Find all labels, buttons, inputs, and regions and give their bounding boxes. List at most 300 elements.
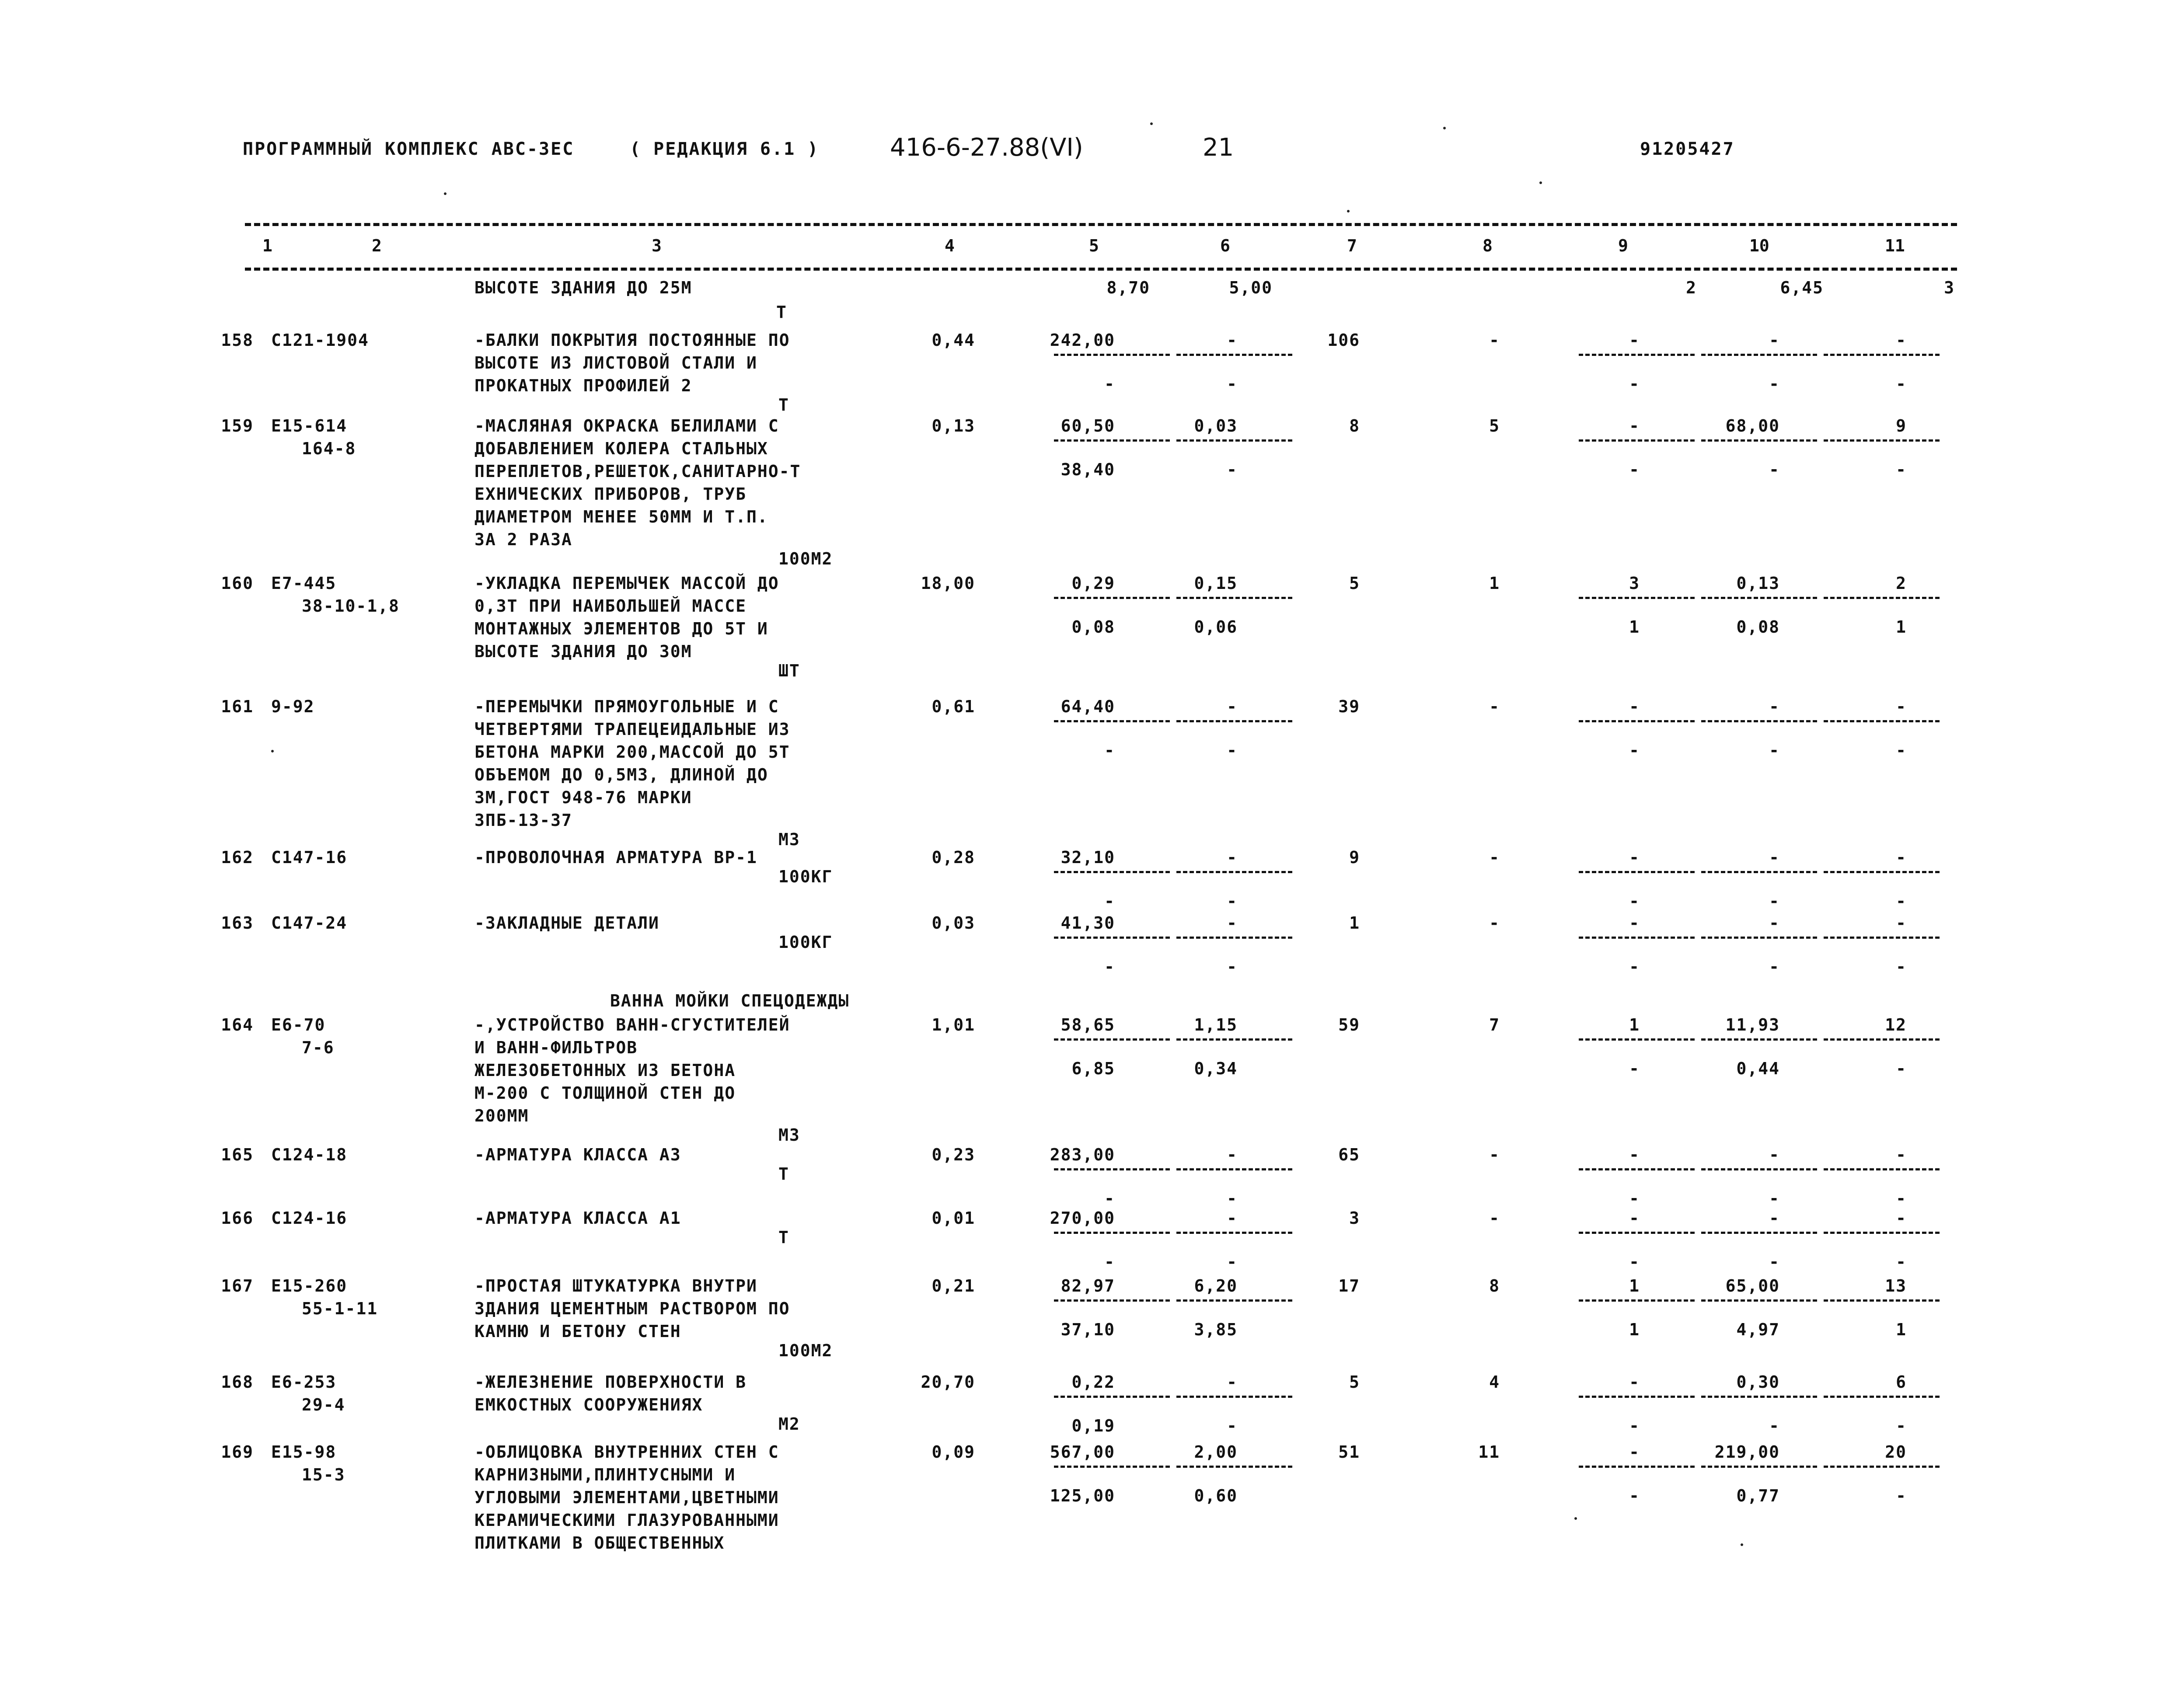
value-c11b: - [1896,1416,1907,1435]
value-c6: 6,20 [1194,1276,1238,1295]
separator-col9 [1579,1168,1695,1170]
separator-col6 [1176,439,1292,442]
value-c9b: 1 [1629,617,1640,637]
value-c6b: - [1227,1416,1238,1435]
value-c8: - [1489,697,1500,716]
norm-code: 15-3 [302,1465,345,1484]
page-number: 21 [1203,133,1234,162]
separator-col10 [1701,354,1817,356]
norm-code: Е15-98 [271,1442,337,1462]
separator-col6 [1176,1396,1292,1398]
description-prefix: ВАННА МОЙКИ СПЕЦОДЕЖДЫ [610,991,850,1010]
norm-code: 9-92 [271,697,315,716]
value-c5b: - [1104,374,1115,394]
value-c8: - [1489,913,1500,933]
value-c9: - [1629,1208,1640,1228]
unit-of-measure: 100КГ [778,867,833,886]
row-number: 159 [221,416,254,435]
value-c8: 7 [1489,1015,1500,1034]
separator-col5 [1054,1232,1170,1234]
separator-col10 [1701,1299,1817,1302]
value-c8: 11 [1478,1442,1500,1462]
value-c6: - [1227,1208,1238,1228]
value-c5: 41,30 [1061,913,1115,933]
value-c5b: - [1104,892,1115,911]
description-line: ЧЕТВЕРТЯМИ ТРАПЕЦЕИДАЛЬНЫЕ ИЗ [474,720,790,739]
col-num-11: 11 [1885,236,1905,255]
separator-col6 [1176,1299,1292,1302]
description-line: ВЫСОТЕ ИЗ ЛИСТОВОЙ СТАЛИ И [474,353,757,373]
separator-col9 [1579,1038,1695,1041]
scan-speck [1574,1517,1577,1520]
value-c11: 9 [1896,416,1907,435]
norm-code: 164-8 [302,439,356,458]
value-c10: - [1769,1208,1780,1228]
value-c10: - [1769,1145,1780,1164]
norm-code: 7-6 [302,1038,335,1057]
value-c5: 32,10 [1061,848,1115,867]
value-c10b: - [1769,460,1780,479]
col-num-2: 2 [372,236,382,255]
value-c6: 1,15 [1194,1015,1238,1034]
value-c5: 242,00 [1050,331,1115,350]
edition: ( РЕДАКЦИЯ 6.1 ) [630,139,820,159]
program-name: ПРОГРАММНЫЙ КОМПЛЕКС АВС-3ЕС [243,139,575,159]
value-c7: 8 [1349,416,1360,435]
value-c11: 20 [1885,1442,1907,1462]
value-c6b: 0,06 [1194,617,1238,637]
value-c11: - [1896,913,1907,933]
value-c4: 0,44 [932,331,975,350]
description-line: -ЗАКЛАДНЫЕ ДЕТАЛИ [474,913,659,933]
header-rule-top [245,223,1957,226]
col-num-9: 9 [1618,236,1628,255]
value-c10: 0,30 [1736,1372,1780,1392]
description-line: 0,3Т ПРИ НАИБОЛЬШЕЙ МАССЕ [474,596,747,616]
norm-code: С121-1904 [271,331,369,350]
description-line: ПЛИТКАМИ В ОБЩЕСТВЕННЫХ [474,1533,725,1553]
separator-col5 [1054,439,1170,442]
separator-col10 [1701,937,1817,939]
row-number: 158 [221,331,254,350]
unit-of-measure: 100КГ [778,933,833,952]
value-c5: 567,00 [1050,1442,1115,1462]
value-c11: 6 [1896,1372,1907,1392]
value-c6b: - [1227,1252,1238,1271]
row-number: 164 [221,1015,254,1034]
value-c9: - [1629,331,1640,350]
description-line: МОНТАЖНЫХ ЭЛЕМЕНТОВ ДО 5Т И [474,619,768,638]
value-c9: 1 [1629,1015,1640,1034]
description-line: БЕТОНА МАРКИ 200,МАССОЙ ДО 5Т [474,742,790,762]
separator-col5 [1054,937,1170,939]
separator-col9 [1579,1396,1695,1398]
norm-code: Е6-70 [271,1015,326,1034]
value-c5: 60,50 [1061,416,1115,435]
norm-code: С147-16 [271,848,348,867]
separator-col10 [1701,1038,1817,1041]
separator-col5 [1054,1466,1170,1468]
top-row-description: ВЫСОТЕ ЗДАНИЯ ДО 25М [474,278,692,297]
description-line: УГЛОВЫМИ ЭЛЕМЕНТАМИ,ЦВЕТНЫМИ [474,1488,779,1507]
norm-code: С124-18 [271,1145,348,1164]
separator-col11 [1824,720,1940,722]
value-c11: - [1896,331,1907,350]
col-num-1: 1 [262,236,272,255]
description-line: КАРНИЗНЫМИ,ПЛИНТУСНЫМИ И [474,1465,736,1484]
separator-col6 [1176,1466,1292,1468]
value-c9: 1 [1629,1276,1640,1295]
value-c6: - [1227,913,1238,933]
value-c11: 12 [1885,1015,1907,1034]
value-c9: - [1629,913,1640,933]
value-c6: - [1227,1372,1238,1392]
value-c11b: - [1896,1059,1907,1078]
separator-col6 [1176,1168,1292,1170]
description-line: И ВАНН-ФИЛЬТРОВ [474,1038,638,1057]
value-c5: 0,29 [1071,574,1115,593]
separator-col11 [1824,1396,1940,1398]
separator-col6 [1176,1038,1292,1041]
separator-col9 [1579,1232,1695,1234]
value-c6: 0,03 [1194,416,1238,435]
separator-col10 [1701,1466,1817,1468]
separator-col9 [1579,597,1695,599]
value-c9b: - [1629,460,1640,479]
separator-col11 [1824,1466,1940,1468]
value-c11b: - [1896,892,1907,911]
value-c4: 0,21 [932,1276,975,1295]
value-c9b: - [1629,1189,1640,1208]
description-line: ОБЪЕМОМ ДО 0,5М3, ДЛИНОЙ ДО [474,765,768,784]
value-c5b: - [1104,741,1115,760]
doc-number: 91205427 [1640,139,1735,159]
value-c10: - [1769,331,1780,350]
value-c11b: 1 [1896,1320,1907,1339]
value-c11b: - [1896,741,1907,760]
row-number: 161 [221,697,254,716]
value-c6b: - [1227,957,1238,976]
value-c7: 39 [1338,697,1360,716]
value-c7: 59 [1338,1015,1360,1034]
norm-code: 38-10-1,8 [302,596,400,616]
col-num-7: 7 [1347,236,1357,255]
value-c5b: 125,00 [1050,1486,1115,1505]
description-line: 3ПБ-13-37 [474,811,572,830]
separator-col10 [1701,439,1817,442]
separator-col5 [1054,1299,1170,1302]
description-line: -ПРОСТАЯ ШТУКАТУРКА ВНУТРИ [474,1276,757,1295]
description-line: -ПРОВОЛОЧНАЯ АРМАТУРА ВР-1 [474,848,757,867]
value-c10: 68,00 [1725,416,1780,435]
value-c5b: - [1104,1252,1115,1271]
separator-col5 [1054,1168,1170,1170]
value-c10: 219,00 [1714,1442,1780,1462]
value-c8: 1 [1489,574,1500,593]
value-c9: 3 [1629,574,1640,593]
value-c9: - [1629,848,1640,867]
value-c4: 0,23 [932,1145,975,1164]
separator-col10 [1701,1168,1817,1170]
description-line: ЕХНИЧЕСКИХ ПРИБОРОВ, ТРУБ [474,484,747,504]
value-c4: 0,01 [932,1208,975,1228]
value-c9b: - [1629,374,1640,394]
value-c6: - [1227,1145,1238,1164]
value-c6b: - [1227,1189,1238,1208]
description-line: ЖЕЛЕЗОБЕТОННЫХ ИЗ БЕТОНА [474,1061,736,1080]
scan-speck [1443,127,1446,129]
value-c5b: - [1104,957,1115,976]
top-row-unit: Т [776,303,787,322]
value-c4: 1,01 [932,1015,975,1034]
unit-of-measure: Т [778,1164,789,1184]
value-c4: 20,70 [921,1372,975,1392]
value-c8: - [1489,1145,1500,1164]
value-c4: 0,13 [932,416,975,435]
separator-col11 [1824,597,1940,599]
column-number-row [245,236,1957,258]
top-row-col5: 8,70 [1106,278,1150,297]
separator-col10 [1701,871,1817,873]
value-c4: 0,09 [932,1442,975,1462]
separator-col6 [1176,597,1292,599]
value-c9b: - [1629,1486,1640,1505]
separator-col5 [1054,597,1170,599]
separator-col9 [1579,1466,1695,1468]
separator-col6 [1176,720,1292,722]
separator-col9 [1579,937,1695,939]
description-line: 200ММ [474,1106,529,1125]
col-num-10: 10 [1749,236,1769,255]
value-c6: 0,15 [1194,574,1238,593]
top-row-col6: 5,00 [1229,278,1273,297]
doc-code: 416-6-27.88(VI) [890,133,1083,162]
top-row-col11: 3 [1944,278,1955,297]
description-line: КАМНЮ И БЕТОНУ СТЕН [474,1322,681,1341]
separator-col11 [1824,439,1940,442]
unit-of-measure: М2 [778,1414,800,1434]
separator-col11 [1824,1168,1940,1170]
col-num-8: 8 [1483,236,1493,255]
description-line: ВЫСОТЕ ЗДАНИЯ ДО 30М [474,642,692,661]
separator-col11 [1824,937,1940,939]
value-c7: 65 [1338,1145,1360,1164]
value-c5: 0,22 [1071,1372,1115,1392]
top-row-col10: 6,45 [1780,278,1824,297]
value-c6b: 0,60 [1194,1486,1238,1505]
value-c8: - [1489,331,1500,350]
separator-col6 [1176,871,1292,873]
value-c5b: - [1104,1189,1115,1208]
value-c5: 64,40 [1061,697,1115,716]
value-c6: - [1227,848,1238,867]
description-line: ЕМКОСТНЫХ СООРУЖЕНИЯХ [474,1395,703,1414]
description-line: ДОБАВЛЕНИЕМ КОЛЕРА СТАЛЬНЫХ [474,439,768,458]
value-c5: 82,97 [1061,1276,1115,1295]
value-c8: 4 [1489,1372,1500,1392]
value-c10: 11,93 [1725,1015,1780,1034]
row-number: 162 [221,848,254,867]
description-line: -МАСЛЯНАЯ ОКРАСКА БЕЛИЛАМИ С [474,416,779,435]
value-c8: - [1489,1208,1500,1228]
separator-col6 [1176,1232,1292,1234]
value-c10b: 4,97 [1736,1320,1780,1339]
value-c10: - [1769,913,1780,933]
value-c10: - [1769,697,1780,716]
row-number: 163 [221,913,254,933]
unit-of-measure: М3 [778,1125,800,1145]
value-c9b: - [1629,1252,1640,1271]
description-line: ЗА 2 РАЗА [474,530,572,549]
separator-col9 [1579,439,1695,442]
separator-col11 [1824,1038,1940,1041]
value-c9: - [1629,1442,1640,1462]
col-num-6: 6 [1220,236,1230,255]
value-c8: 8 [1489,1276,1500,1295]
value-c11: 2 [1896,574,1907,593]
description-line: ПЕРЕПЛЕТОВ,РЕШЕТОК,САНИТАРНО-Т [474,462,801,481]
value-c11: 13 [1885,1276,1907,1295]
separator-col11 [1824,354,1940,356]
value-c4: 0,03 [932,913,975,933]
value-c10b: - [1769,1189,1780,1208]
separator-col10 [1701,720,1817,722]
separator-col10 [1701,1232,1817,1234]
row-number: 166 [221,1208,254,1228]
row-number: 167 [221,1276,254,1295]
value-c4: 0,61 [932,697,975,716]
value-c5b: 6,85 [1071,1059,1115,1078]
description-line: ДИАМЕТРОМ МЕНЕЕ 50ММ И Т.П. [474,507,768,526]
value-c11: - [1896,1208,1907,1228]
description-line: КЕРАМИЧЕСКИМИ ГЛАЗУРОВАННЫМИ [474,1511,779,1530]
value-c4: 0,28 [932,848,975,867]
value-c9: - [1629,1372,1640,1392]
value-c10b: 0,44 [1736,1059,1780,1078]
scan-speck [1539,181,1542,184]
norm-code: Е15-614 [271,416,348,435]
scan-speck [444,192,447,195]
value-c6: 2,00 [1194,1442,1238,1462]
scan-speck [271,750,274,752]
row-number: 168 [221,1372,254,1392]
value-c10: 0,13 [1736,574,1780,593]
description-line: -ОБЛИЦОВКА ВНУТРЕННИХ СТЕН С [474,1442,779,1462]
value-c11: - [1896,697,1907,716]
value-c6b: 0,34 [1194,1059,1238,1078]
header-rule-bottom [245,268,1957,271]
value-c10b: - [1769,892,1780,911]
value-c10b: - [1769,374,1780,394]
row-number: 160 [221,574,254,593]
value-c7: 5 [1349,574,1360,593]
separator-col5 [1054,1396,1170,1398]
separator-col6 [1176,354,1292,356]
scan-speck [1741,1543,1743,1546]
value-c7: 51 [1338,1442,1360,1462]
value-c6: - [1227,331,1238,350]
norm-code: Е15-260 [271,1276,348,1295]
value-c9b: - [1629,957,1640,976]
description-line: -БАЛКИ ПОКРЫТИЯ ПОСТОЯННЫЕ ПО [474,331,790,350]
separator-col10 [1701,1396,1817,1398]
separator-col5 [1054,354,1170,356]
col-num-3: 3 [652,236,662,255]
value-c10b: - [1769,741,1780,760]
value-c5: 270,00 [1050,1208,1115,1228]
value-c9b: - [1629,741,1640,760]
value-c6b: - [1227,460,1238,479]
unit-of-measure: 100М2 [778,549,833,568]
value-c11: - [1896,848,1907,867]
value-c11: - [1896,1145,1907,1164]
value-c6b: - [1227,892,1238,911]
value-c9b: 1 [1629,1320,1640,1339]
norm-code: С124-16 [271,1208,348,1228]
norm-code: Е7-445 [271,574,337,593]
value-c10b: - [1769,957,1780,976]
separator-col10 [1701,597,1817,599]
separator-col11 [1824,1299,1940,1302]
value-c10: 65,00 [1725,1276,1780,1295]
description-line: -ПЕРЕМЫЧКИ ПРЯМОУГОЛЬНЫЕ И С [474,697,779,716]
value-c11b: - [1896,1486,1907,1505]
value-c9b: - [1629,1059,1640,1078]
separator-col5 [1054,720,1170,722]
value-c6b: 3,85 [1194,1320,1238,1339]
description-line: -УКЛАДКА ПЕРЕМЫЧЕК МАССОЙ ДО [474,574,779,593]
value-c10b: - [1769,1416,1780,1435]
description-line: 3М,ГОСТ 948-76 МАРКИ [474,788,692,807]
norm-code: 29-4 [302,1395,345,1414]
value-c6b: - [1227,374,1238,394]
value-c7: 1 [1349,913,1360,933]
description-line: -АРМАТУРА КЛАССА А1 [474,1208,681,1228]
value-c4: 18,00 [921,574,975,593]
separator-col9 [1579,871,1695,873]
unit-of-measure: Т [778,1228,789,1247]
separator-col11 [1824,1232,1940,1234]
row-number: 165 [221,1145,254,1164]
separator-col5 [1054,871,1170,873]
value-c11b: - [1896,957,1907,976]
separator-col6 [1176,937,1292,939]
value-c8: 5 [1489,416,1500,435]
value-c11b: - [1896,460,1907,479]
separator-col5 [1054,1038,1170,1041]
description-line: М-200 С ТОЛЩИНОЙ СТЕН ДО [474,1083,736,1103]
unit-of-measure: ШТ [778,661,800,680]
separator-col9 [1579,354,1695,356]
scan-speck [1347,210,1350,212]
top-row-col9: 2 [1686,278,1697,297]
value-c5b: 0,19 [1071,1416,1115,1435]
separator-col9 [1579,720,1695,722]
value-c10: - [1769,848,1780,867]
value-c7: 106 [1327,331,1360,350]
description-line: -АРМАТУРА КЛАССА А3 [474,1145,681,1164]
value-c5b: 0,08 [1071,617,1115,637]
value-c9b: - [1629,892,1640,911]
value-c6b: - [1227,741,1238,760]
value-c10b: 0,08 [1736,617,1780,637]
value-c11b: - [1896,1189,1907,1208]
norm-code: Е6-253 [271,1372,337,1392]
value-c11b: 1 [1896,617,1907,637]
description-line: -,УСТРОЙСТВО ВАНН-СГУСТИТЕЛЕЙ [474,1015,790,1034]
value-c10b: 0,77 [1736,1486,1780,1505]
value-c7: 17 [1338,1276,1360,1295]
